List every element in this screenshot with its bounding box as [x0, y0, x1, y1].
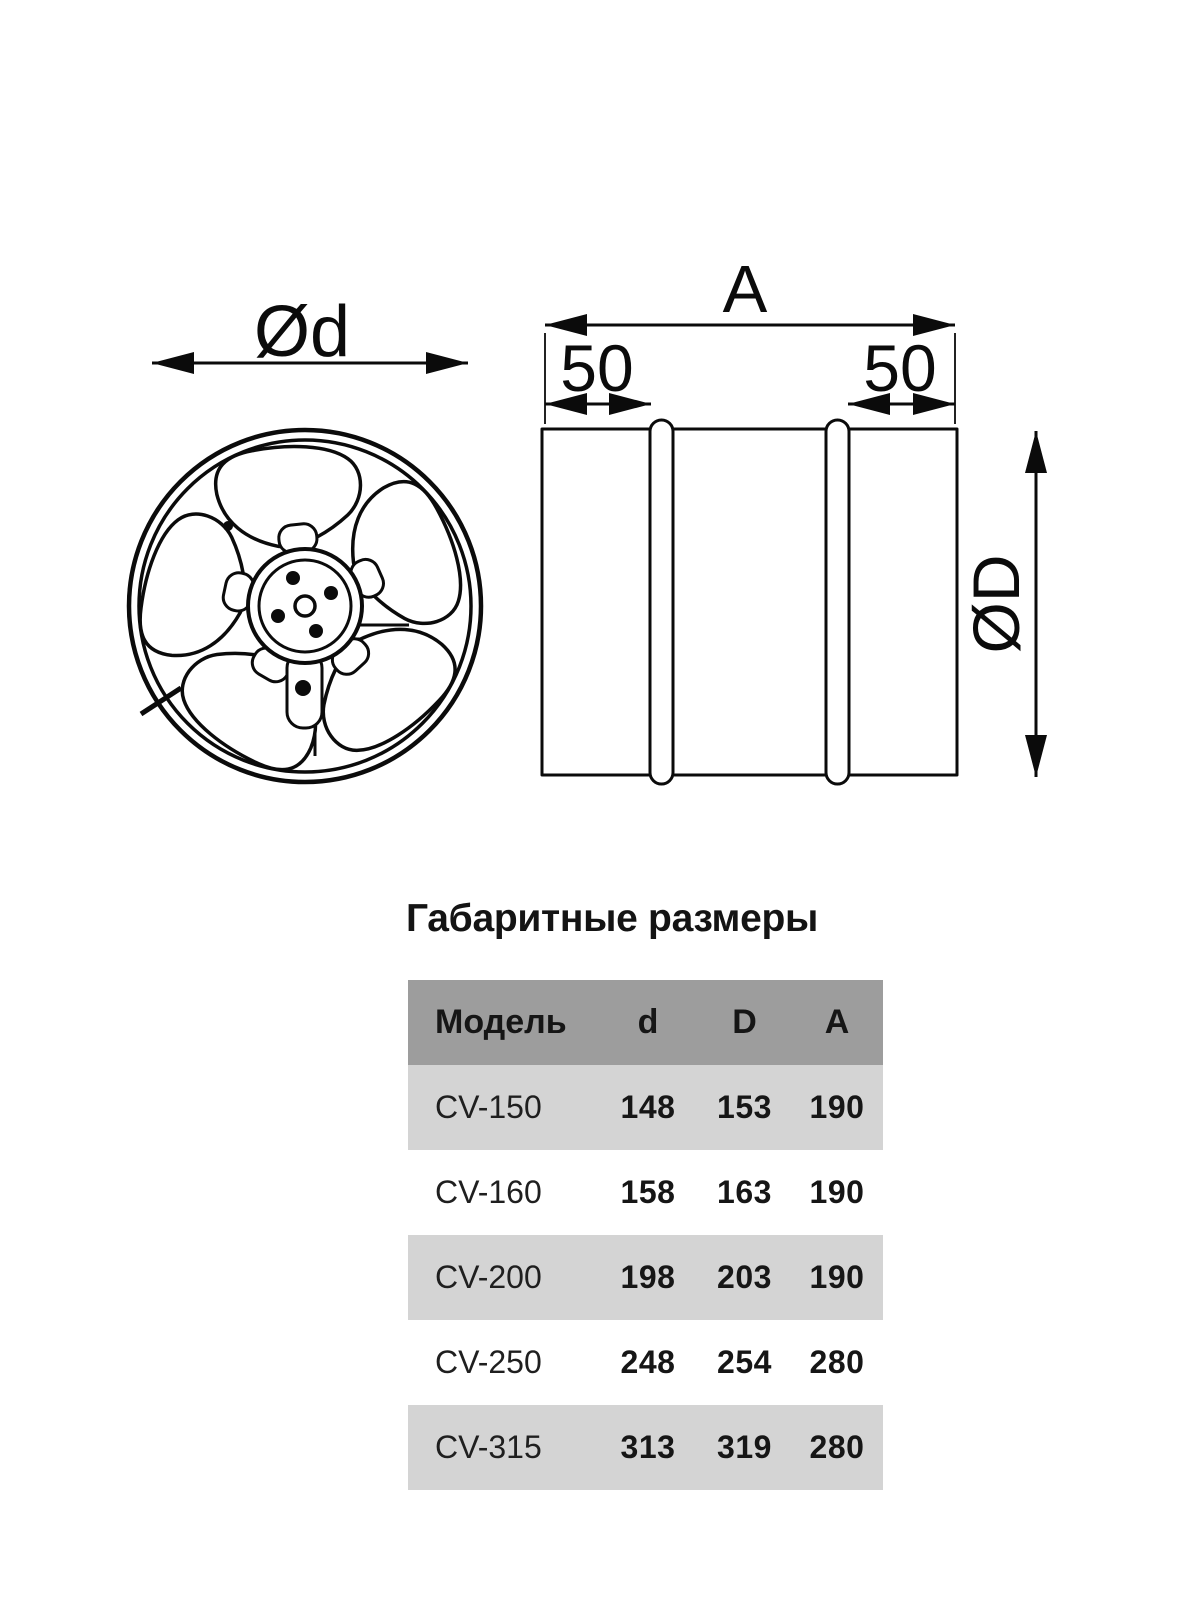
dim-label-flange-left: 50: [560, 331, 634, 405]
dimensions-table: [408, 980, 883, 1490]
cell-D: 163: [717, 1174, 772, 1210]
fan-front-view: [129, 430, 481, 783]
duct-side-view: [542, 420, 957, 784]
table-title: Габаритные размеры: [406, 897, 819, 940]
cell-A: 190: [809, 1089, 865, 1125]
dim-label-flange-right: 50: [863, 331, 937, 405]
cell-model: CV-315: [435, 1429, 542, 1465]
hub-bolt: [309, 624, 323, 638]
hub-center-hole: [295, 596, 315, 616]
cell-d: 313: [620, 1429, 676, 1465]
cell-A: 280: [809, 1344, 865, 1380]
dim-label-front-diameter: Ød: [253, 292, 351, 372]
cell-model: CV-200: [435, 1259, 542, 1295]
cell-d: 148: [620, 1089, 676, 1125]
dim-flange-left: [545, 331, 651, 415]
cell-D: 203: [717, 1259, 772, 1295]
cell-A: 190: [809, 1174, 865, 1210]
header-A: A: [824, 1003, 850, 1041]
hub-bolt: [324, 586, 338, 600]
arrowhead-left: [152, 352, 194, 374]
cell-d: 198: [620, 1259, 676, 1295]
table-row: [408, 1065, 883, 1150]
duct-bead-right: [826, 420, 849, 784]
header-d: d: [637, 1003, 659, 1041]
cell-D: 153: [717, 1089, 772, 1125]
dim-flange-right: [848, 331, 955, 415]
arrowhead-down: [1025, 735, 1047, 777]
table-row: [408, 1235, 883, 1320]
table-header-row: [408, 980, 883, 1065]
cell-D: 319: [717, 1429, 772, 1465]
dim-side-diameter: [959, 431, 1047, 777]
dim-label-length: A: [722, 252, 768, 327]
cell-model: CV-160: [435, 1174, 542, 1210]
header-model: Модель: [435, 1003, 567, 1041]
dim-front-diameter: [152, 292, 468, 374]
dim-length: [545, 252, 955, 336]
table-row: [408, 1150, 883, 1235]
cell-d: 248: [620, 1344, 676, 1380]
dim-label-side-diameter: ØD: [959, 554, 1033, 654]
table-row: [408, 1405, 883, 1490]
arrowhead-right: [426, 352, 468, 374]
hub-bolt: [271, 609, 285, 623]
cell-A: 190: [809, 1259, 865, 1295]
duct-bead-left: [650, 420, 673, 784]
cell-D: 254: [717, 1344, 772, 1380]
cell-d: 158: [620, 1174, 676, 1210]
header-D: D: [732, 1003, 757, 1041]
duct-body: [542, 429, 957, 775]
table-row: [408, 1320, 883, 1405]
cell-model: CV-150: [435, 1089, 542, 1125]
blade-pin: [295, 680, 311, 696]
arrowhead-up: [1025, 431, 1047, 473]
cell-model: CV-250: [435, 1344, 542, 1380]
hub-bolt: [286, 571, 300, 585]
blade-pin: [223, 521, 233, 531]
cell-A: 280: [809, 1429, 865, 1465]
